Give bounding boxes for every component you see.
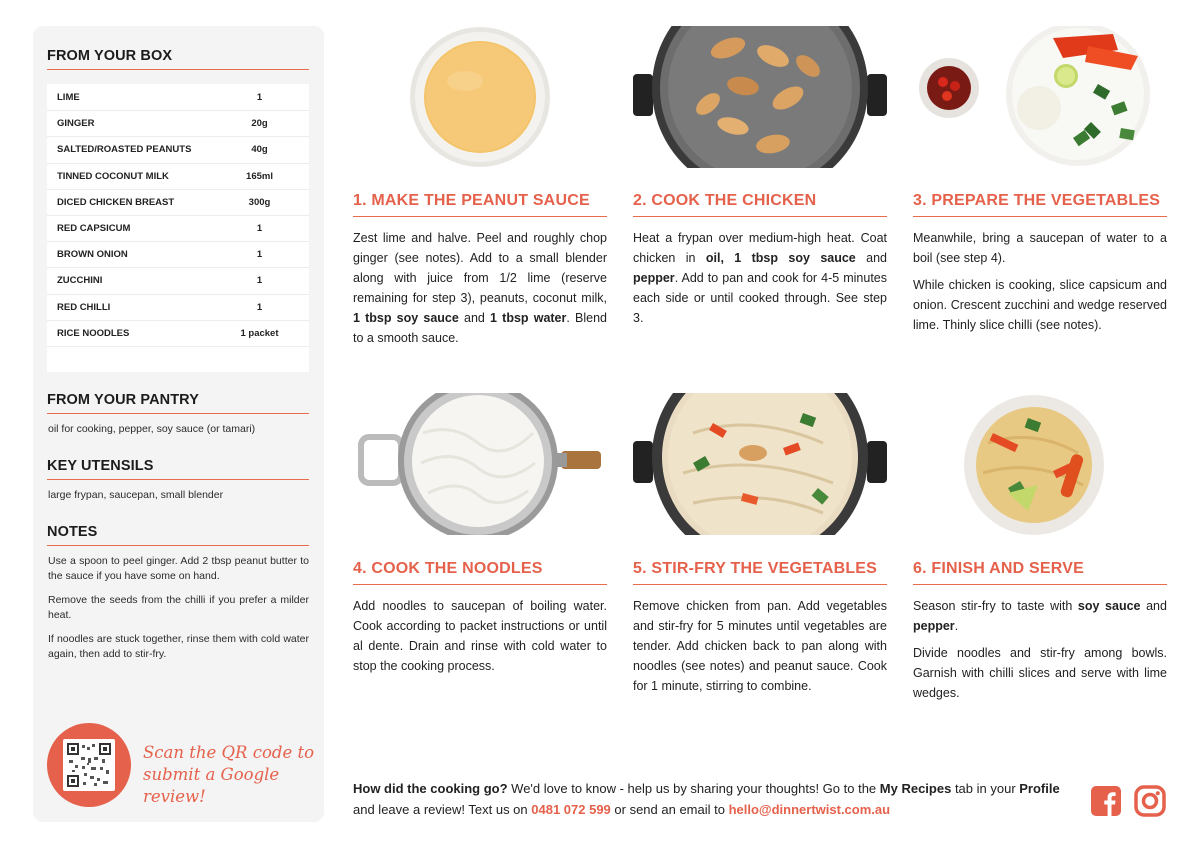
step-2-photo [633,26,887,168]
step-text: Remove chicken from pan. Add vegetables and stir-fry for 5 minutes until vegetables are tender. Add chicken back to pan along with noodles (see notes) and peanut sauce. Cook for 1 minute, stirring to combine. [633,599,887,693]
step-text: While chicken is cooking, slice capsicum and onion. Crescent zucchini and wedge reserved lime. Thinly slice chilli (see notes). [913,278,1167,332]
step-1-body [353,228,607,348]
note-item: Remove the seeds from the chilli if you prefer a milder heat. [48,594,309,621]
qr-cta-line2: submit a Google review! [143,765,280,806]
ingredient-row [47,137,309,163]
notes-list [48,554,309,671]
step-paragraph [913,275,1167,335]
step-5-photo [633,393,887,535]
from-your-box-heading: FROM YOUR BOX [47,48,309,70]
qr-badge [47,723,131,807]
step-text: Heat a frypan over medium-high heat. Coat chicken in [633,231,887,265]
utensils-text: large frypan, saucepan, small blender [48,489,224,501]
step-6-body [913,596,1167,703]
ingredient-row [47,295,309,321]
ingredient-highlight: pepper [633,271,675,285]
ingredient-name: DICED CHICKEN BREAST [57,196,175,208]
notes-heading: NOTES [47,524,309,546]
step-4 [353,560,607,683]
footer-text-2: tab in your [951,781,1020,796]
ingredient-row [47,242,309,268]
step-1-photo [353,26,607,168]
footer-question: How did the cooking go? [353,781,508,796]
step-5-body [633,596,887,696]
step-4-body [353,596,607,676]
step-paragraph [633,228,887,328]
step-paragraph [913,596,1167,636]
ingredient-highlight: soy sauce [1077,599,1141,613]
step-text: Season stir-fry to taste with [913,599,1078,613]
ingredient-qty: 40g [251,144,268,156]
ingredient-row [47,190,309,216]
ingredient-qty: 20g [251,118,268,130]
step-text: and [855,251,887,265]
step-paragraph [913,643,1167,703]
pantry-text: oil for cooking, pepper, soy sauce (or tamari) [48,423,256,435]
step-paragraph [633,596,887,696]
step-4-title: 4. COOK THE NOODLES [353,560,607,585]
step-6 [913,560,1167,710]
ingredient-row [47,216,309,242]
step-2-title: 2. COOK THE CHICKEN [633,192,887,217]
email-link[interactable]: hello@dinnertwist.com.au [728,802,891,817]
ingredient-name: GINGER [57,118,95,130]
qr-code-icon [67,743,111,787]
key-utensils-heading: KEY UTENSILS [47,458,309,480]
ingredient-row [47,164,309,190]
ingredient-name: LIME [57,92,80,104]
ingredient-row [47,321,309,347]
step-5-title: 5. STIR-FRY THE VEGETABLES [633,560,887,585]
ingredient-row [47,268,309,294]
ingredient-qty: 1 [256,301,263,313]
facebook-icon[interactable] [1090,785,1122,817]
phone-link[interactable]: 0481 072 599 [531,802,611,817]
ingredient-qty: 1 [256,223,263,235]
step-text: Zest lime and halve. Peel and roughly chop ginger (see notes). Add to a small blender along with juice from 1/2 lime (reserve remaining for step 3), peanuts, coconut milk, [353,231,607,305]
step-text: Divide noodles and stir-fry among bowls. Garnish with chilli slices and serve with lime wedges. [913,646,1167,700]
ingredient-name: ZUCCHINI [57,275,103,287]
footer-text-3: and leave a review! Text us on [353,802,532,817]
step-1 [353,192,607,355]
ingredient-qty: 1 [256,275,263,287]
qr-cta-line1: Scan the QR code to [143,743,315,762]
step-text: . Add to pan and cook for 4-5 minutes each side or until cooked through. See step 3. [633,271,887,325]
ingredient-row [47,85,309,111]
step-3-title: 3. PREPARE THE VEGETABLES [913,192,1167,217]
instagram-icon[interactable] [1134,785,1166,817]
ingredient-highlight: oil, 1 tbsp soy sauce [705,251,856,265]
profile-link[interactable]: Profile [1019,781,1060,796]
ingredient-qty: 1 packet [240,327,279,339]
ingredient-name: SALTED/ROASTED PEANUTS [57,144,192,156]
step-text: . [954,619,959,633]
qr-code[interactable] [63,739,115,791]
step-text: and [1140,599,1167,613]
step-text: . Blend to a smooth sauce. [353,311,608,345]
from-your-pantry-heading: FROM YOUR PANTRY [47,392,309,414]
step-text: Meanwhile, bring a saucepan of water to a boil (see step 4). [913,231,1167,265]
step-6-title: 6. FINISH AND SERVE [913,560,1167,585]
step-5 [633,560,887,703]
ingredient-qty: 300g [248,196,271,208]
step-paragraph [353,228,607,348]
ingredient-qty: 1 [256,249,263,261]
ingredient-row [47,111,309,137]
ingredient-highlight: 1 tbsp soy sauce [353,311,459,325]
ingredient-qty: 1 [256,92,263,104]
sidebar [33,26,324,822]
footer-text-4: or send an email to [610,802,729,817]
step-2 [633,192,887,335]
ingredient-name: RED CAPSICUM [57,223,131,235]
step-3-body [913,228,1167,335]
qr-cta [143,742,318,808]
ingredient-name: TINNED COCONUT MILK [57,170,169,182]
step-4-photo [353,393,607,535]
ingredient-qty: 165ml [246,170,273,182]
ingredient-highlight: 1 tbsp water [490,311,567,325]
step-6-photo [913,393,1167,535]
step-3 [913,192,1167,342]
step-paragraph [913,228,1167,268]
step-text: and [458,311,491,325]
note-item: If noodles are stuck together, rinse them with cold water again, then add to stir-fry. [48,633,309,660]
my-recipes-link[interactable]: My Recipes [879,781,952,796]
footer-message [353,778,1073,820]
ingredient-name: BROWN ONION [57,249,128,261]
step-2-body [633,228,887,328]
step-3-photo [913,26,1167,168]
note-item: Use a spoon to peel ginger. Add 2 tbsp peanut butter to the sauce if you have some on hand. [48,555,309,582]
step-1-title: 1. MAKE THE PEANUT SAUCE [353,192,607,217]
footer-text-1: We'd love to know - help us by sharing your thoughts! Go to the [507,781,880,796]
step-text: Add noodles to saucepan of boiling water. Cook according to packet instructions or until al dente. Drain and rinse with cold water to stop the cooking process. [353,599,607,673]
ingredient-highlight: pepper [913,619,955,633]
ingredients-table [47,84,309,372]
ingredient-name: RICE NOODLES [57,327,130,339]
step-paragraph [353,596,607,676]
ingredient-name: RED CHILLI [57,301,111,313]
